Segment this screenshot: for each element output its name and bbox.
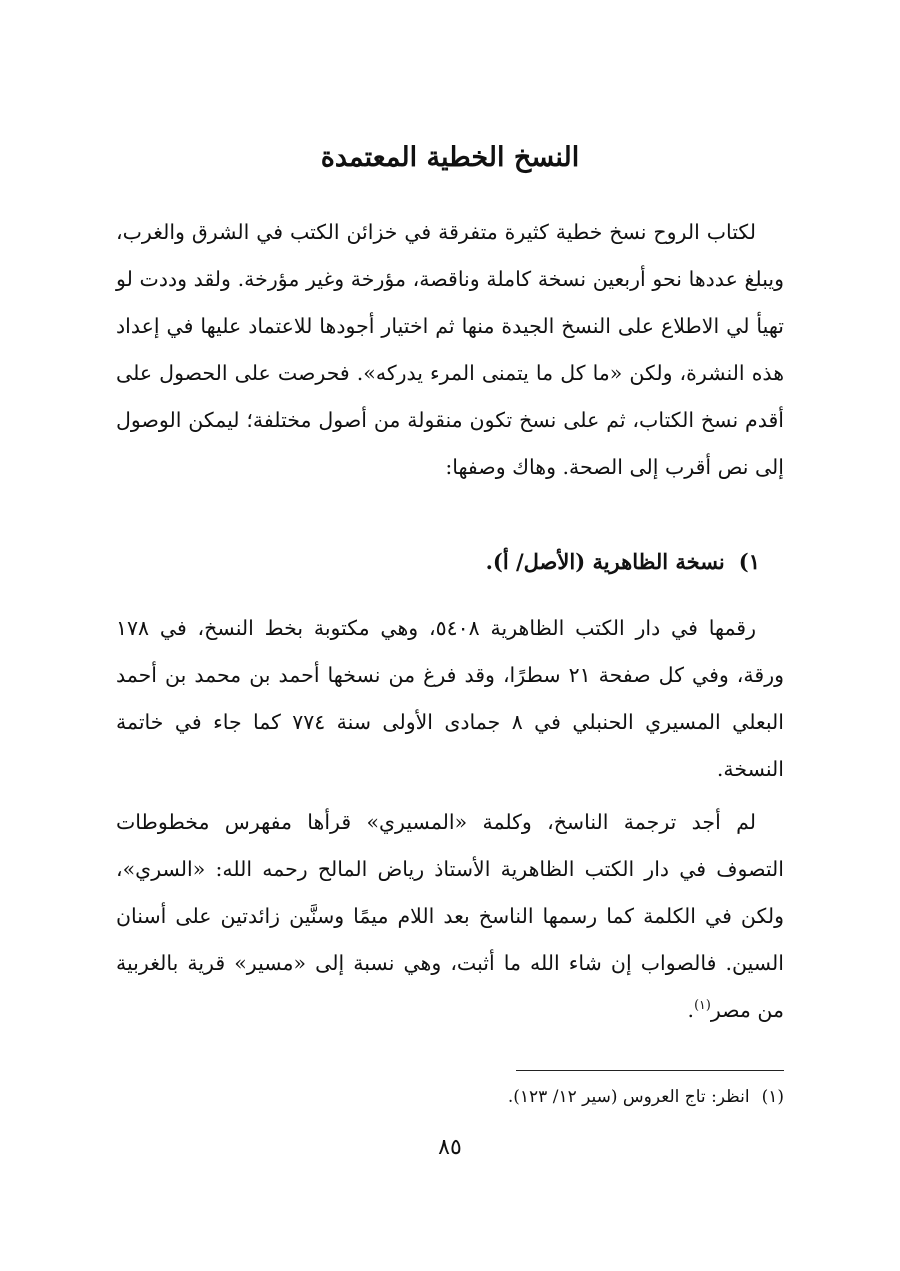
footnote-number: (١) (761, 1087, 784, 1107)
book-page (116, 0, 784, 1271)
footnote-text: انظر: تاج العروس (سير ١٢/ ١٢٣). (507, 1087, 750, 1107)
page-number: ٨٥ (438, 1135, 462, 1160)
footnote (508, 1082, 784, 1112)
section-title: نسخة الظاهرية (الأصل/ أ). (485, 549, 725, 574)
manuscript-description-paragraph: رقمها في دار الكتب الظاهرية ٥٤٠٨، وهي مكتوبة بخط النسخ، في ١٧٨ ورقة، وفي كل صفحة ٢١ سطرًا، وقد فرغ من نسخها أحمد بن محمد بن أحمد البعلي المسيري الحنبلي في ٨ جمادى الأولى سنة ٧٧٤ كما جاء في خاتمة النسخة. (116, 616, 785, 781)
scribe-discussion-paragraph (116, 799, 784, 1034)
footnote-divider (516, 1070, 784, 1071)
intro-paragraph: لكتاب الروح نسخ خطية كثيرة متفرقة في خزائن الكتب في الشرق والغرب، ويبلغ عددها نحو أربعين نسخة كاملة وناقصة، مؤرخة وغير مؤرخة. ولقد وددت لو تهيأ لي الاطلاع على النسخ الجيدة منها ثم اختيار أجودها للاعتماد عليها في إعداد هذه النشرة، ولكن «ما كل ما يتمنى المرء يدركه». فحرصت على الحصول على أقدم نسخ الكتاب، ثم على نسخ تكون منقولة من أصول مختلفة؛ ليمكن الوصول إلى نص أقرب إلى الصحة. وهاك وصفها: (116, 220, 784, 479)
scribe-discussion-end: . (687, 998, 695, 1022)
page-title: النسخ الخطية المعتمدة (320, 142, 580, 173)
section-heading (486, 540, 760, 584)
section-number: ١) (738, 549, 760, 574)
footnote-reference: (١) (694, 997, 711, 1013)
scribe-discussion-text: لم أجد ترجمة الناسخ، وكلمة «المسيري» قرأها مفهرس مخطوطات التصوف في دار الكتب الظاهرية الأستاذ رياض المالح رحمه الله: «السري»، ولكن في الكلمة كما رسمها الناسخ بعد اللام ميمًا وسنَّين زائدتين على أسنان السين. فالصواب إن شاء الله ما أثبت، وهي نسبة إلى «مسير» قرية بالغربية من مصر (116, 810, 784, 1022)
